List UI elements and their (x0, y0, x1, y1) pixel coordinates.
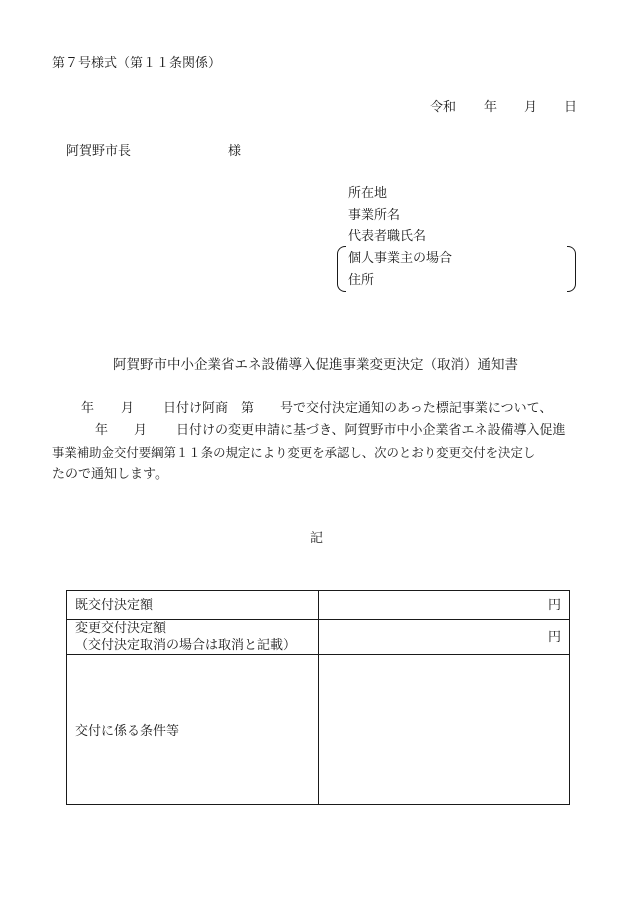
applicant-address-label: 住所 (348, 273, 375, 288)
date-era: 令和 (430, 100, 457, 115)
changed-amount-unit: 円 (319, 620, 570, 655)
table-row-conditions (67, 655, 570, 805)
changed-amount-note: （交付決定取消の場合は取消と記載） (75, 638, 297, 653)
applicant-individual-note: 個人事業主の場合 (348, 251, 453, 266)
bracket-left (337, 246, 346, 292)
ki-heading: 記 (310, 531, 324, 546)
body-line2-month: 月 (134, 423, 148, 438)
bracket-right (567, 246, 576, 292)
decision-table (66, 590, 570, 805)
body-line4: たので通知します。 (52, 467, 168, 482)
previous-amount-label: 既交付決定額 (67, 591, 319, 620)
date-year-label: 年 (484, 100, 498, 115)
date-day-label: 日 (564, 100, 578, 115)
changed-amount-label: 変更交付決定額 (75, 621, 167, 636)
form-number: 第７号様式（第１１条関係） (52, 56, 222, 71)
changed-amount-label-cell (67, 620, 319, 655)
body-line2-text: 日付けの変更申請に基づき、阿賀野市中小企業省エネ設備導入促進 (176, 423, 566, 438)
document-title: 阿賀野市中小企業省エネ設備導入促進事業変更決定（取消）通知書 (113, 357, 518, 373)
applicant-business-name-label: 事業所名 (348, 208, 401, 223)
applicant-location-label: 所在地 (348, 186, 388, 201)
body-line1-text: 日付け阿商 第 号で交付決定通知のあった標記事業について、 (163, 401, 553, 416)
body-line1-month: 月 (121, 401, 135, 416)
body-line1-year: 年 (81, 401, 95, 416)
date-month-label: 月 (524, 100, 538, 115)
addressee-honorific: 様 (228, 144, 242, 159)
addressee-name: 阿賀野市長 (66, 144, 132, 159)
table-row-previous-amount (67, 591, 570, 620)
conditions-value (319, 655, 570, 805)
body-line3: 事業補助金交付要綱第１１条の規定により変更を承認し、次のとおり変更交付を決定し (52, 445, 536, 460)
conditions-label: 交付に係る条件等 (67, 655, 319, 805)
previous-amount-unit: 円 (319, 591, 570, 620)
table-row-changed-amount (67, 620, 570, 655)
body-line2-year: 年 (95, 423, 109, 438)
applicant-representative-label: 代表者職氏名 (348, 229, 427, 244)
